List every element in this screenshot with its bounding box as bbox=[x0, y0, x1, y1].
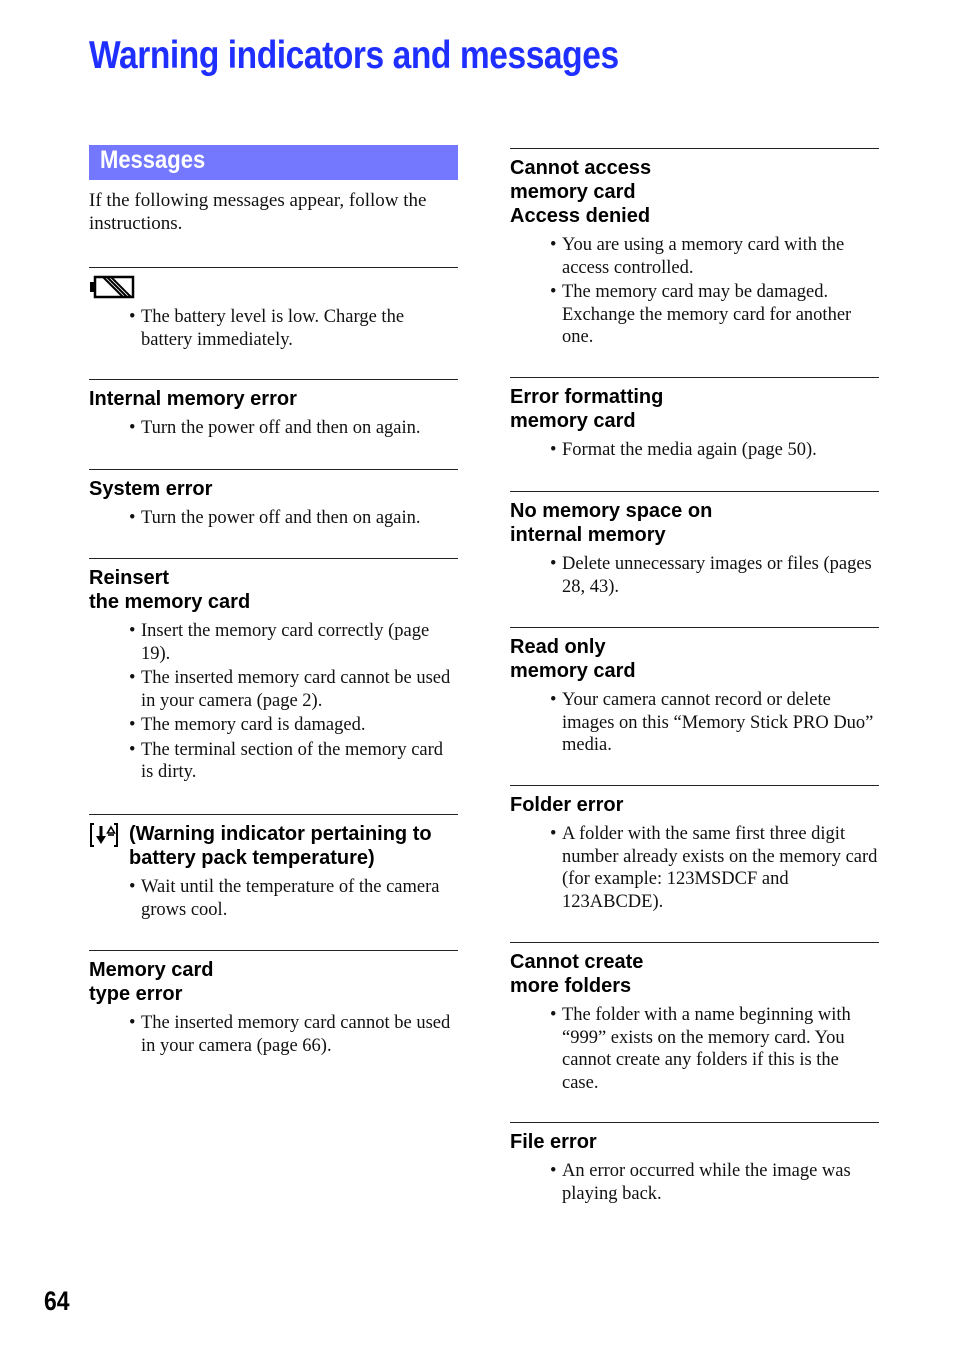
message-memory-card-type-error bbox=[89, 950, 458, 1059]
message-title-line: Memory card bbox=[89, 959, 214, 981]
message-title: System error bbox=[89, 478, 213, 500]
list-item: • Your camera cannot record or delete images on this “Memory Stick PRO Duo” media. bbox=[550, 689, 879, 757]
message-title bbox=[510, 499, 879, 547]
message-reinsert-memory-card bbox=[89, 558, 458, 786]
message-battery-low bbox=[89, 267, 458, 353]
message-title bbox=[89, 958, 458, 1006]
message-file-error bbox=[510, 1122, 879, 1207]
message-list bbox=[510, 1004, 879, 1094]
list-item: • The inserted memory card cannot be used in your camera (page 66). bbox=[129, 1012, 458, 1057]
message-title-line: Reinsert bbox=[89, 567, 170, 589]
page-title: Warning indicators and messages bbox=[89, 34, 619, 77]
message-title-line: Error formatting bbox=[510, 386, 664, 408]
list-item: • Turn the power off and then on again. bbox=[129, 507, 458, 530]
battery-temperature-warning-icon bbox=[89, 823, 119, 847]
list-item: • Delete unnecessary images or files (pages 28, 43). bbox=[550, 553, 879, 598]
page-number: 64 bbox=[44, 1286, 70, 1316]
message-title-line: Cannot create bbox=[510, 951, 644, 973]
message-list bbox=[89, 417, 458, 440]
list-item: • The terminal section of the memory card is dirty. bbox=[129, 739, 458, 784]
message-internal-memory-error bbox=[89, 379, 458, 442]
message-title-line: Cannot access bbox=[510, 157, 652, 179]
message-list bbox=[510, 689, 879, 757]
message-list bbox=[89, 507, 458, 530]
message-title-line: Access denied bbox=[510, 205, 651, 227]
battery-low-icon bbox=[89, 274, 135, 300]
section-heading: Messages bbox=[100, 146, 206, 174]
message-cannot-access-memory-card bbox=[510, 148, 879, 351]
message-title-line: memory card bbox=[510, 181, 636, 203]
list-item: • You are using a memory card with the access controlled. bbox=[550, 234, 879, 279]
message-folder-error bbox=[510, 785, 879, 915]
section-heading-band bbox=[89, 145, 458, 180]
message-error-formatting bbox=[510, 377, 879, 464]
message-title-line: memory card bbox=[510, 410, 636, 432]
message-system-error bbox=[89, 469, 458, 532]
list-item: • A folder with the same first three digit number already exists on the memory card (for example: 123MSDCF and 123ABCDE). bbox=[550, 823, 879, 913]
message-title-line: Read only bbox=[510, 636, 606, 658]
message-list bbox=[510, 823, 879, 913]
message-title-line: internal memory bbox=[510, 524, 666, 546]
message-title-row bbox=[89, 822, 458, 870]
message-no-memory-space bbox=[510, 491, 879, 600]
message-title-line: type error bbox=[89, 983, 183, 1005]
message-title: (Warning indicator pertaining to battery pack temperature) bbox=[129, 823, 432, 869]
list-item: • The memory card may be damaged. Exchange the memory card for another one. bbox=[550, 281, 879, 349]
message-list bbox=[89, 1012, 458, 1057]
list-item: • An error occurred while the image was playing back. bbox=[550, 1160, 879, 1205]
intro-text: If the following messages appear, follow the instructions. bbox=[89, 190, 427, 234]
message-title: Folder error bbox=[510, 794, 624, 816]
list-item: • The memory card is damaged. bbox=[129, 714, 458, 737]
message-title-line: No memory space on bbox=[510, 500, 713, 522]
list-item: • Insert the memory card correctly (page 19). bbox=[129, 620, 458, 665]
message-battery-temperature bbox=[89, 814, 458, 923]
message-title-line: memory card bbox=[510, 660, 636, 682]
message-read-only-memory-card bbox=[510, 627, 879, 759]
message-list bbox=[510, 234, 879, 349]
message-title: File error bbox=[510, 1131, 597, 1153]
message-title: Internal memory error bbox=[89, 388, 297, 410]
message-list bbox=[510, 439, 879, 462]
message-list bbox=[89, 306, 458, 351]
message-title bbox=[510, 385, 879, 433]
message-title-line: more folders bbox=[510, 975, 632, 997]
message-cannot-create-folders bbox=[510, 942, 879, 1096]
message-title bbox=[89, 566, 458, 614]
message-title bbox=[510, 156, 879, 228]
message-list bbox=[510, 553, 879, 598]
list-item: • The folder with a name beginning with “999” exists on the memory card. You cannot create any folders if this is the case. bbox=[550, 1004, 879, 1094]
list-item: • Wait until the temperature of the camera grows cool. bbox=[129, 876, 458, 921]
message-title-line: the memory card bbox=[89, 591, 251, 613]
list-item: • The inserted memory card cannot be used in your camera (page 2). bbox=[129, 667, 458, 712]
message-title bbox=[510, 635, 879, 683]
list-item: • The battery level is low. Charge the battery immediately. bbox=[129, 306, 458, 351]
list-item: • Format the media again (page 50). bbox=[550, 439, 879, 462]
message-list bbox=[89, 620, 458, 784]
message-title bbox=[510, 950, 879, 998]
message-list bbox=[89, 876, 458, 921]
message-list bbox=[510, 1160, 879, 1205]
list-item: • Turn the power off and then on again. bbox=[129, 417, 458, 440]
